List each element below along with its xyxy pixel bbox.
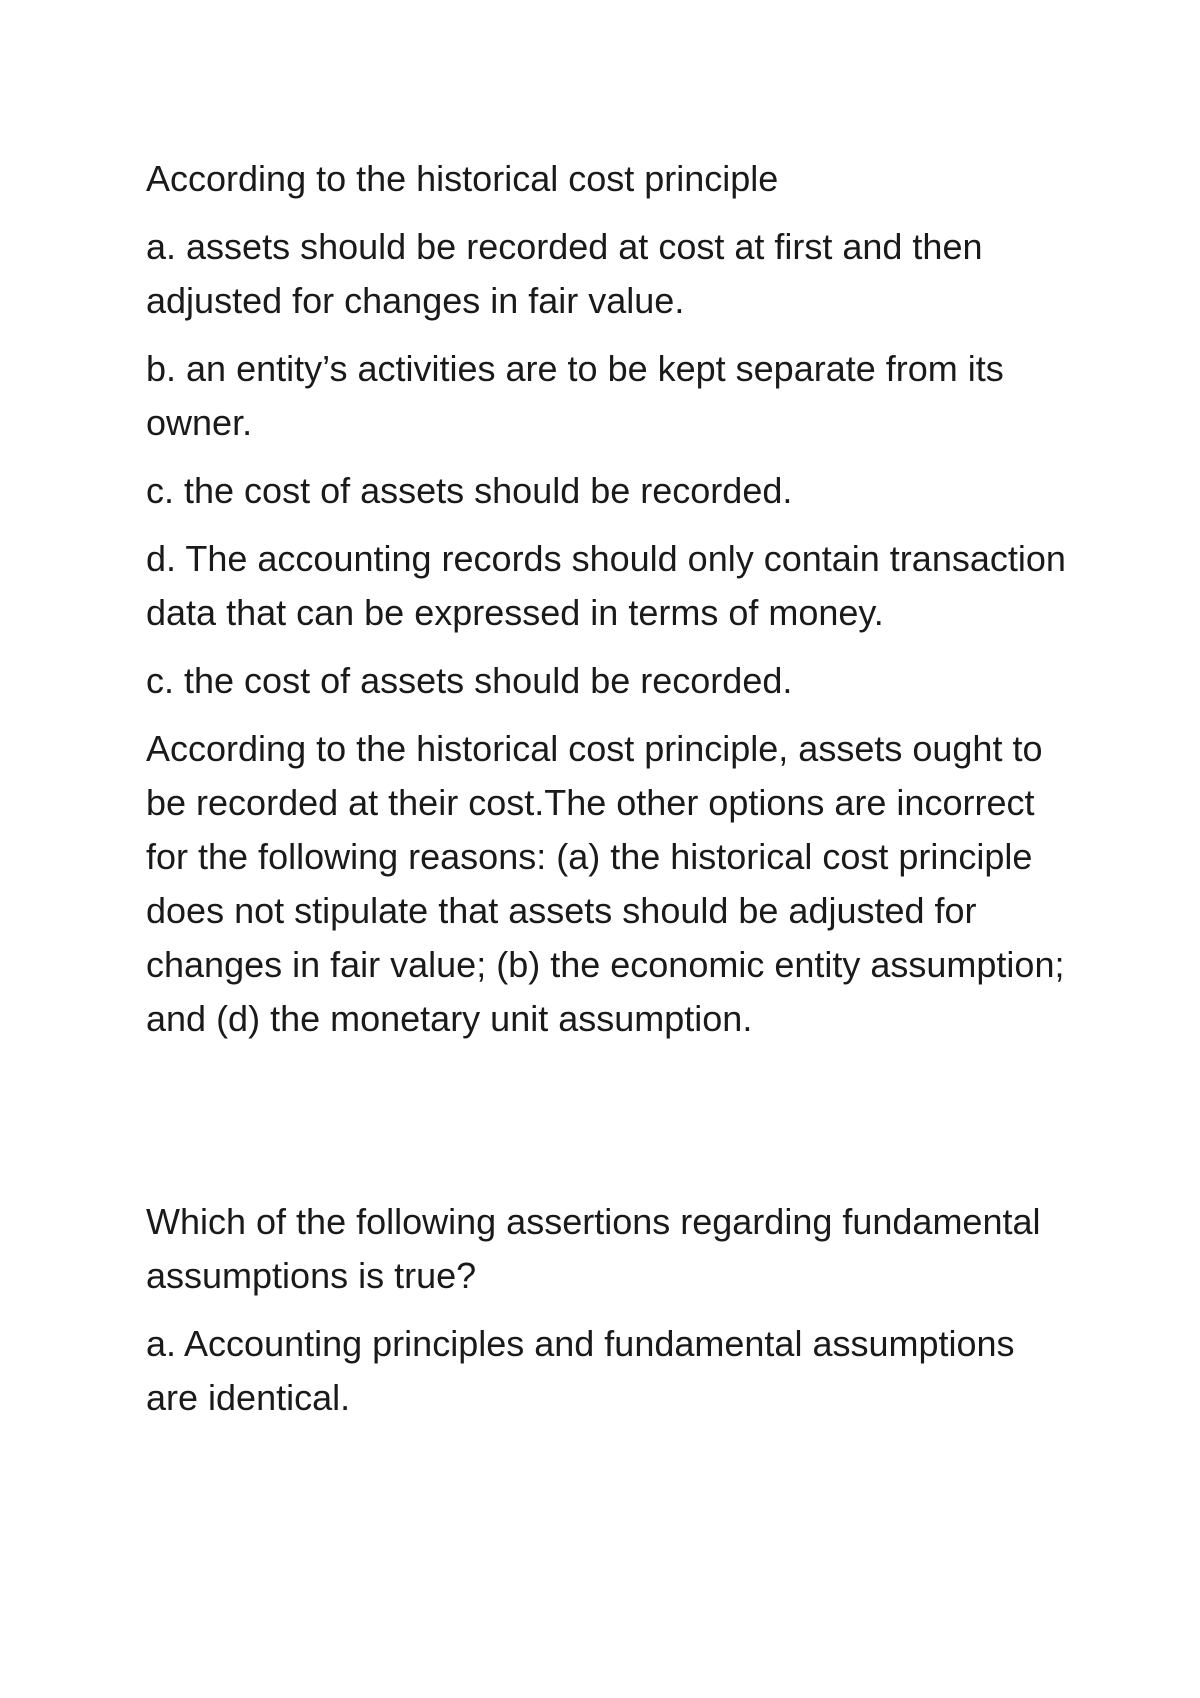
question-2-prompt: Which of the following assertions regarding fundamental assumptions is true? — [146, 1201, 1041, 1296]
question-1-option-c: c. the cost of assets should be recorded. — [146, 470, 793, 511]
question-1-answer: c. the cost of assets should be recorded. — [146, 660, 793, 701]
section-gap — [146, 1060, 1076, 1195]
question-1-option-a: a. assets should be recorded at cost at first and then adjusted for changes in fair value. — [146, 226, 983, 321]
question-1-prompt: According to the historical cost principle — [146, 158, 779, 199]
question-1-option-d: d. The accounting records should only contain transaction data that can be expressed in terms of money. — [146, 538, 1066, 633]
document-content — [146, 152, 1076, 1439]
question-1-option-b: b. an entity’s activities are to be kept separate from its owner. — [146, 348, 1004, 443]
question-2-option-a: a. Accounting principles and fundamental assumptions are identical. — [146, 1323, 1015, 1418]
question-1-explanation: According to the historical cost principle, assets ought to be recorded at their cost.The other options are incorrect for the following reasons: (a) the historical cost principle does not stipulate that assets should be adjusted for changes in fair value; (b) the economic entity assumption; and (d) the monetary unit assumption. — [146, 728, 1065, 1039]
